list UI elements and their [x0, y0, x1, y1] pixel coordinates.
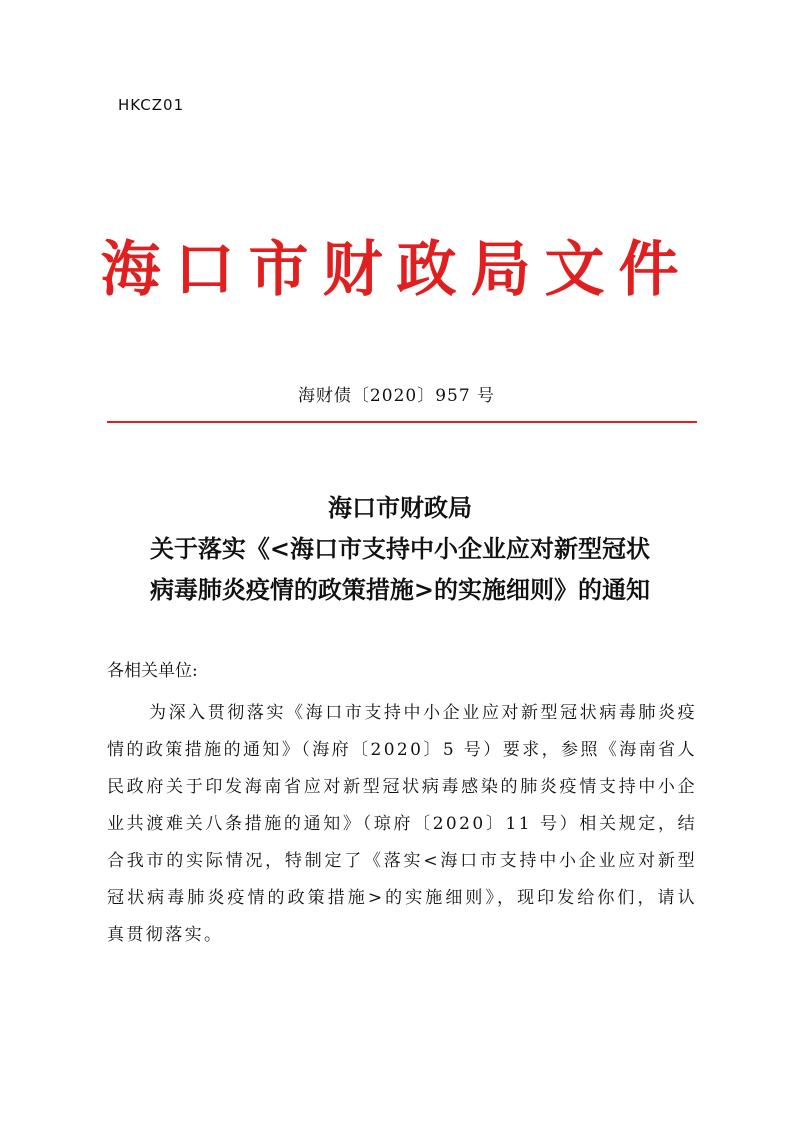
title-line-3: 病毒肺炎疫情的政策措施>的实施细则》的通知 [149, 575, 651, 604]
salutation: 各相关单位: [107, 661, 198, 681]
title-line-issuer: 海口市财政局 [328, 493, 472, 522]
document-number: 海财债〔2020〕957 号 [297, 386, 496, 406]
body-paragraph: 为深入贯彻落实《海口市支持中小企业应对新型冠状病毒肺炎疫情的政策措施的通知》（海府〔2020〕5 号）要求，参照《海南省人民政府关于印发海南省应对新型冠状病毒感染的肺炎疫情支持中小企业共渡难关八条措施的通知》（琼府〔2020〕11 号）相关规定，结合我市的实际情况，特制定了《落实<海口市支持中小企业应对新型冠状病毒肺炎疫情的政策措施>的实施细则》，现印发给你们，请认真贯彻落实。 [107, 703, 697, 945]
body-text [107, 695, 697, 954]
title-line-2: 关于落实《<海口市支持中小企业应对新型冠状 [149, 534, 651, 563]
notice-title [100, 487, 700, 610]
red-divider-line [107, 421, 697, 423]
masthead-title: 海口市财政局文件 [100, 235, 693, 305]
document-code: HKCZ01 [118, 96, 185, 114]
